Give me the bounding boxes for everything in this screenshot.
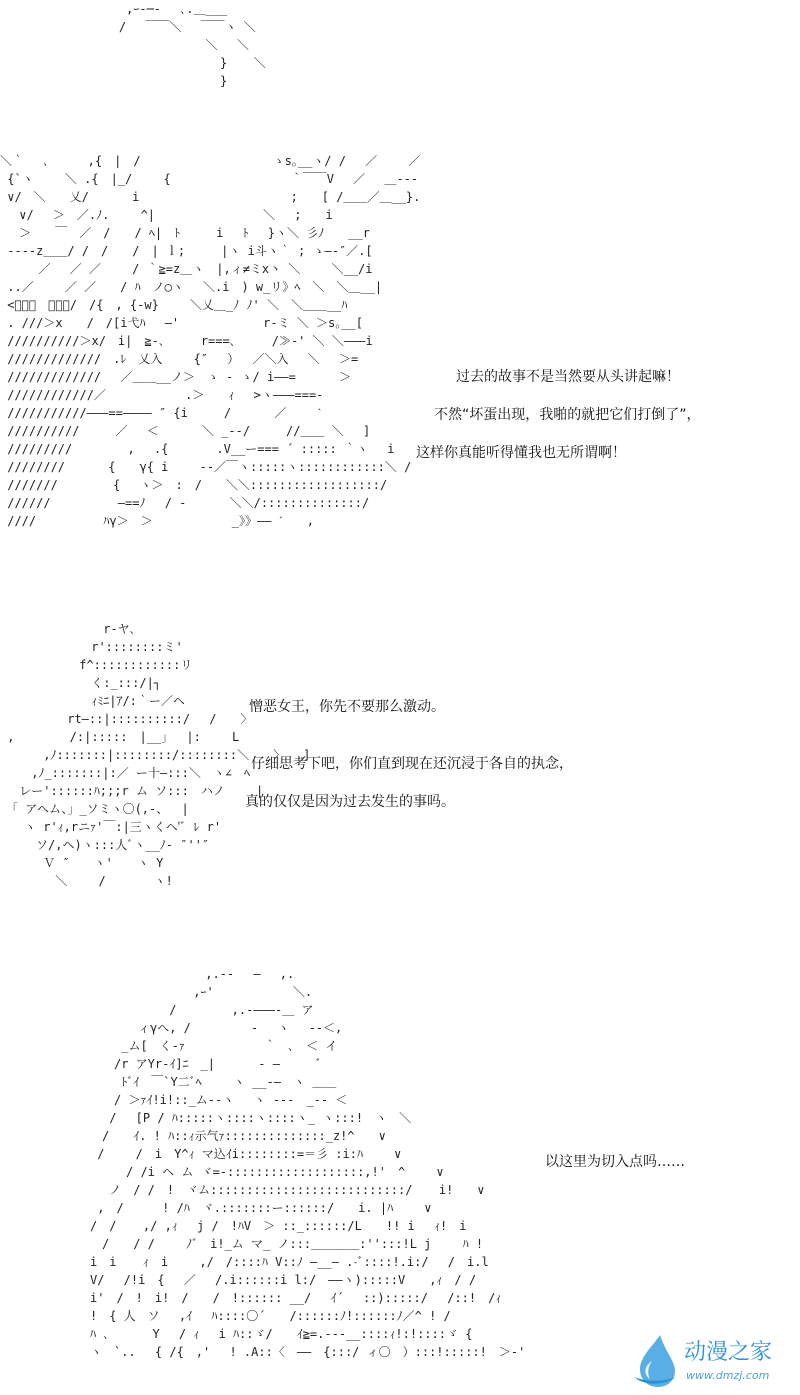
dialogue-line-6: 真的仅仅是因为过去发生的事吗。: [245, 794, 455, 810]
watermark: [630, 1333, 788, 1389]
dialogue-line-1: 过去的故事不是当然要从头讲起嘛！: [456, 369, 680, 385]
ascii-art-scene-2: r-ヤ､ r'::::::::ミ' f^::::::::::::リ く:_:::/|┐ ｨﾐﾆ|ｱ/:｀ー／ヘ rt―::|::::::::::/ / 〉 , /:|::::: |__」 |: L ,ﾉ:::::::|::::::::/::::::::＼ 〉 ] ,ﾉ_:::::::|:／ ー十―:::＼ ヽ∠ ﾍ レー'::::::ﾊ;;;r ム ソ::: ハノ | 「 アへム、」_ソミヽ〇(,-、 | ヽ r'ｨ,rニｧ'￣:|三ヽくヘ'ﾞ ﾚ r' ソ/,ヘ)ヽ:::人ﾞヽ__ﾉ- ″''″ Ｖ ″ ヽ' ヽ Y ＼ / ヽ!: [7, 622, 311, 888]
dialogue-line-5: 仔细思考下吧，你们直到现在还沉浸于各自的执念，: [251, 756, 573, 772]
panel-2: [0, 620, 800, 920]
panel-top-fragment: [0, 0, 800, 90]
panel-1: [0, 150, 800, 570]
ascii-art-scene-3: ,.-‐ ― ,. ,ｰ' ＼. / ,.-―――-＿ ア ィγへ, / - ヽ --＜, _ム[ く-ｧ ｀ ､ ＜ イ /r アYr-ｲ]ﾆ _| - ― ﾞ ﾄﾞｲ ￣`Y二ﾞﾍ ヽ __-― ヽ ＿＿ / ＞ｧｲ!i!::_ム-‐ヽ ヽ --- _-‐ ＜ / [P / ﾊ:::::ヽ::::ヽ::::ヽ_ ヽ:::! ヽ ＼ / ｲ. ! ﾊ::ｨ示气ｧ::::::::::::::_z!^ ∨ / / i Y^ｨ マ込ｲi::::::::=＝彡 :i:ﾊ ∨ / /i ヘ ム ヾ=-:::::::::::::::::::,!' ^ ∨ ノ / / ! ヾム:::::::::::::::::::::::::::/ i! ∨ , / ! /ﾊ ヾ.:::::::ー::::::/ i. |ﾊ ∨ / / ,/ ,ｨ j / !ﾊV ＞ ::_::::::/L !! i ｨ! i / / / ﾉﾞ i!_ム マ_ ノ:::＿＿＿＿:'':::!L j ﾊ ! i i ｨ i ,/ /::::ﾊ V::ﾉ ―__― .-ﾞ::::!.i:/ / i.l V/ /!i { ／ /.i::::::i l:/ ――ヽ):::::V ,ｨ / / i' / ! i! / / !:::::: __/ ｲ´ ::):::::/ /::! /ｨ ! { 人 ソ ,ｲ ﾊ::::〇´ /::::::ﾉ!::::::ﾉ／^ ! / ﾊ ､ Y / ｨ i ﾊ::ゞ/ ｲ≧=.---__::::ｨ!:!::::ゞ { ヽ `.. { /{ ,' ! .A::〈 ―― {:::/ ィ〇 ）:::!:::::! ＞-': [90, 967, 526, 1359]
dialogue-line-2: 不然“坏蛋出现，我啪的就把它们打倒了”，: [434, 407, 701, 423]
watermark-name: 动漫之家: [684, 1340, 773, 1365]
ascii-art-scene-1: ＼｀ ､ ,{ | / ゝs｡__ヽ/ / ／ ／ {`ヽ ＼ .{ |_/ { ｀￣￣V ／ ＿--- ∨/ ＼ 乂/ i ; [ /＿＿／＿__}. ∨/ ＞ ／.ﾉ. ^| ＼ ; i ＞ ￣ ／ / / ﾍ| ﾄ i ﾄ }ヽ＼ 彡ﾉ __r ----z＿＿/ / / / | ｌ; |ヽ i斗ヽ｀ ; ゝ―‐″／.[ ／ ／ ／ / ｀≧=z＿ヽ |,ィ≠ミx丶 ＼ ＼__/i ..／ ／ ／ / ﾊ ノ◯ヽ ＼.i ) w_リ》ﾍ ＼ ＼＿__| <ﾞ＿＿ ＿＿＿/ /{ , {-w} ＼乂＿_ﾉ ﾉ' ＼ ＼＿＿__ﾊ . ///＞x / /[i弋ﾊ ―' r-ミ ＼ ＞s｡__[ //////////＞x/ i| ≧-､ r===､ /≫-' ＼ ＼―――i ///////////// .ﾚ 乂入 {″ ） ／＼入 ＼ ＞= ///////////// ／＿＿__ノ＞ ゝ - ゝ/ i――= ＞ ////////////／ .＞ ｨ >ヽ―――===- ///////////―――==―――― ″ {i / ／ ˋ ////////// ／ ＜ ＼ _-‐/ //＿＿ ＼ ] ///////// , .{ .V__ー=== ´ ::::: ｀ヽ i //////// { γ{ i --／￣ヽ:::::ヽ::::::::::::＼ / /////// { ヽ＞ : / ＼＼::::::::::::::::::/ ////// ―==ﾉ / - ＼＼/::::::::::::::/ //// ﾊγ＞ ＞ _》》―― ˊ ,: [0, 154, 421, 528]
dialogue-line-3: 这样你真能听得懂我也无所谓啊！: [416, 445, 626, 461]
drop-logo-icon: [630, 1333, 680, 1389]
dialogue-line-4: 憎恶女王，你先不要那么激动。: [249, 699, 445, 715]
ascii-art-fragment: ,ｰ‐─‐ ､.＿___ / ￣￣＼ ￣￣ヽ ＼ ＼ ＼ } ＼ }: [118, 2, 266, 88]
panel-3: [0, 965, 800, 1395]
watermark-url: www.dmzj.com: [686, 1369, 770, 1382]
dialogue-line-7: 以这里为切入点吗……: [545, 1154, 685, 1170]
